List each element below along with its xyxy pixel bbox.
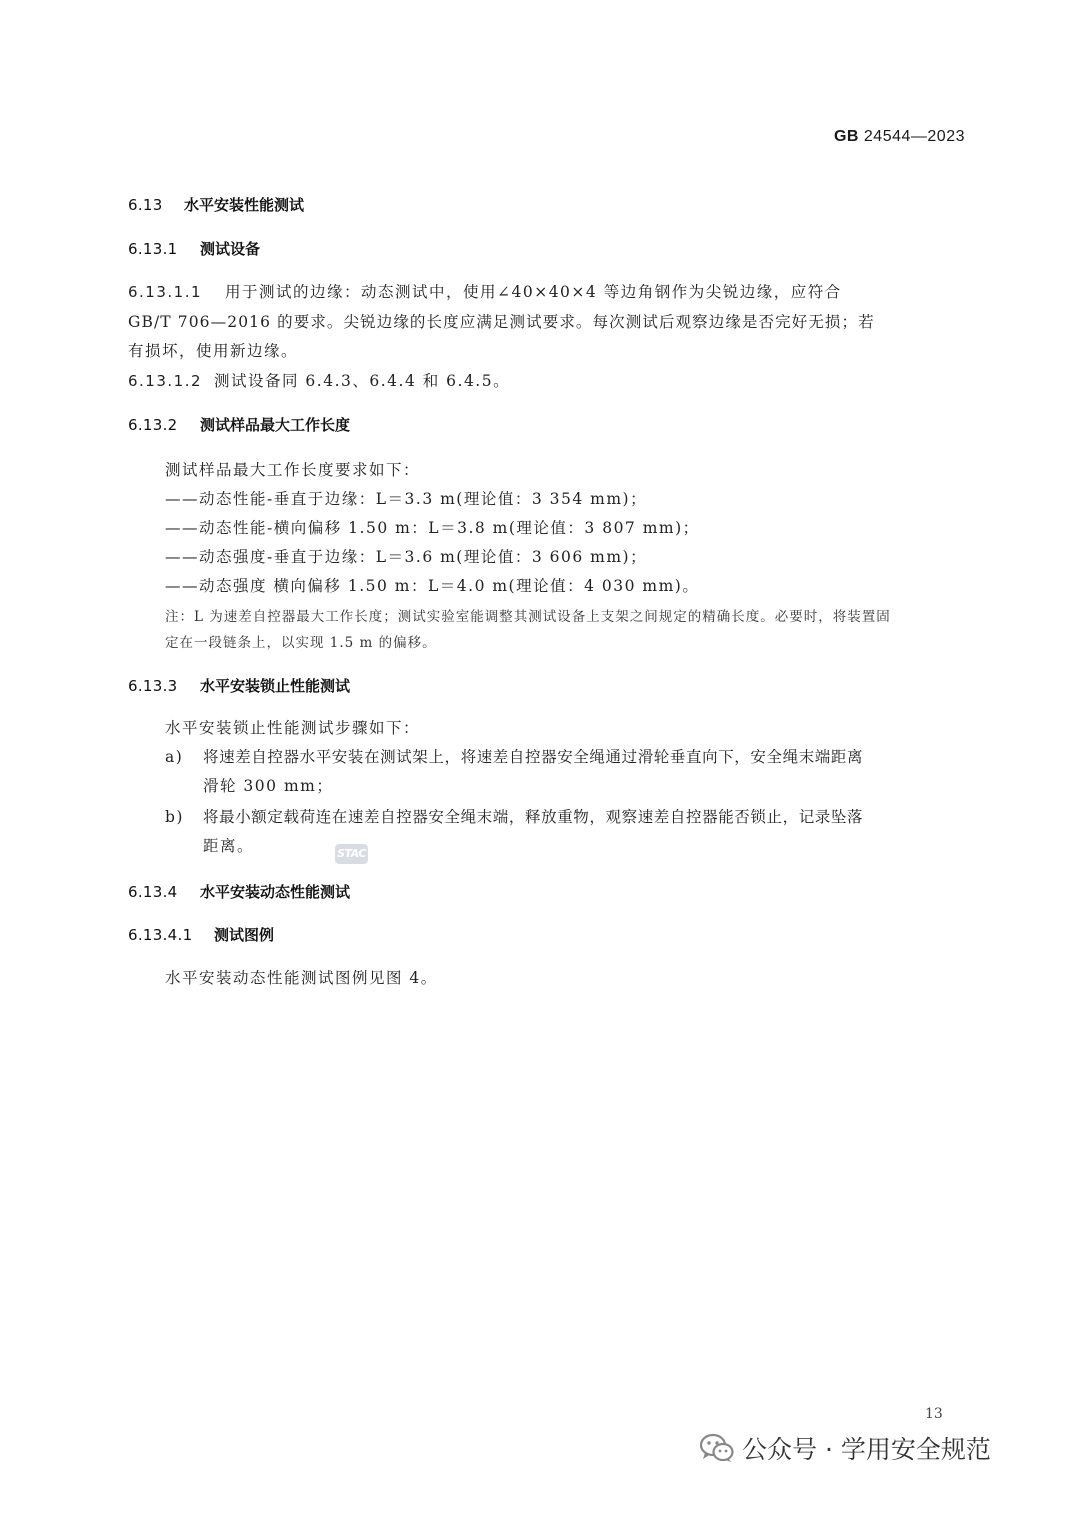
footer-label: 公众号 · 学用安全规范 <box>742 1435 991 1464</box>
section-number: 6.13.1 <box>128 240 178 258</box>
list-item: ——动态性能-横向偏移 1.50 m：L＝3.8 m(理论值：3 807 mm)； <box>165 519 700 537</box>
list-item: ——动态强度 横向偏移 1.50 m：L＝4.0 m(理论值：4 030 mm)。 <box>165 577 700 595</box>
section-number: 6.13.4 <box>128 883 178 901</box>
para-6-13-1-1-line1: 6.13.1.1 用于测试的边缘：动态测试中，使用∠40×40×4 等边角钢作为尖锐边缘，应符合 <box>128 278 842 307</box>
section-title: 水平安装锁止性能测试 <box>200 677 351 695</box>
step-a-label: a) <box>165 748 184 766</box>
requirements-intro: 测试样品最大工作长度要求如下： <box>165 461 421 479</box>
note-line2: 定在一段链条上，以实现 1.5 m 的偏移。 <box>165 635 437 651</box>
watermark-logo: STAC <box>335 844 368 864</box>
heading-6-13-4-1 <box>128 924 274 945</box>
heading-6-13-4 <box>128 881 350 902</box>
para-6-13-1-1-line2: GB/T 706—2016 的要求。尖锐边缘的长度应满足测试要求。每次测试后观察边缘是否完好无损；若 <box>128 313 875 331</box>
step-b-label: b) <box>165 808 184 826</box>
standard-code: 24544—2023 <box>863 128 965 145</box>
heading-6-13 <box>128 194 304 215</box>
page-number: 13 <box>925 1406 943 1422</box>
step-b-line2: 距离。 <box>203 837 255 855</box>
section-title: 水平安装动态性能测试 <box>200 883 351 901</box>
figure-reference: 水平安装动态性能测试图例见图 4。 <box>165 969 438 987</box>
standard-number <box>834 128 965 146</box>
section-number: 6.13 <box>128 196 163 214</box>
section-title: 测试图例 <box>214 926 275 944</box>
wechat-footer[interactable] <box>700 1428 991 1468</box>
step-b-line1: 将最小额定载荷连在速差自控器安全绳末端，释放重物，观察速差自控器能否锁止，记录坠落 <box>203 808 864 826</box>
standard-prefix: GB <box>833 128 859 145</box>
step-a-line1: 将速差自控器水平安装在测试架上，将速差自控器安全绳通过滑轮垂直向下，安全绳末端距离 <box>203 748 864 766</box>
wechat-icon <box>700 1433 734 1463</box>
heading-6-13-2 <box>128 414 350 435</box>
section-title: 水平安装性能测试 <box>184 196 305 214</box>
clause-number: 6.13.1.2 <box>128 372 203 390</box>
step-a-line2: 滑轮 300 mm； <box>203 777 334 795</box>
heading-6-13-3 <box>128 675 350 696</box>
clause-number: 6.13.1.1 <box>128 283 203 301</box>
para-6-13-1-1-line3: 有损坏，使用新边缘。 <box>128 342 299 360</box>
section-number: 6.13.4.1 <box>128 926 193 944</box>
heading-6-13-1 <box>128 238 260 259</box>
note-line1: 注：L 为速差自控器最大工作长度；测试实验室能调整其测试设备上支架之间规定的精确长度。必要时，将装置固 <box>165 609 891 625</box>
steps-intro: 水平安装锁止性能测试步骤如下： <box>165 719 421 737</box>
list-item: ——动态强度-垂直于边缘：L＝3.6 m(理论值：3 606 mm)； <box>165 548 648 566</box>
section-title: 测试样品最大工作长度 <box>200 416 351 434</box>
section-number: 6.13.2 <box>128 416 178 434</box>
para-6-13-1-2: 6.13.1.2 测试设备同 6.4.3、6.4.4 和 6.4.5。 <box>128 367 510 396</box>
section-title: 测试设备 <box>200 240 261 258</box>
section-number: 6.13.3 <box>128 677 178 695</box>
list-item: ——动态性能-垂直于边缘：L＝3.3 m(理论值：3 354 mm)； <box>165 490 648 508</box>
